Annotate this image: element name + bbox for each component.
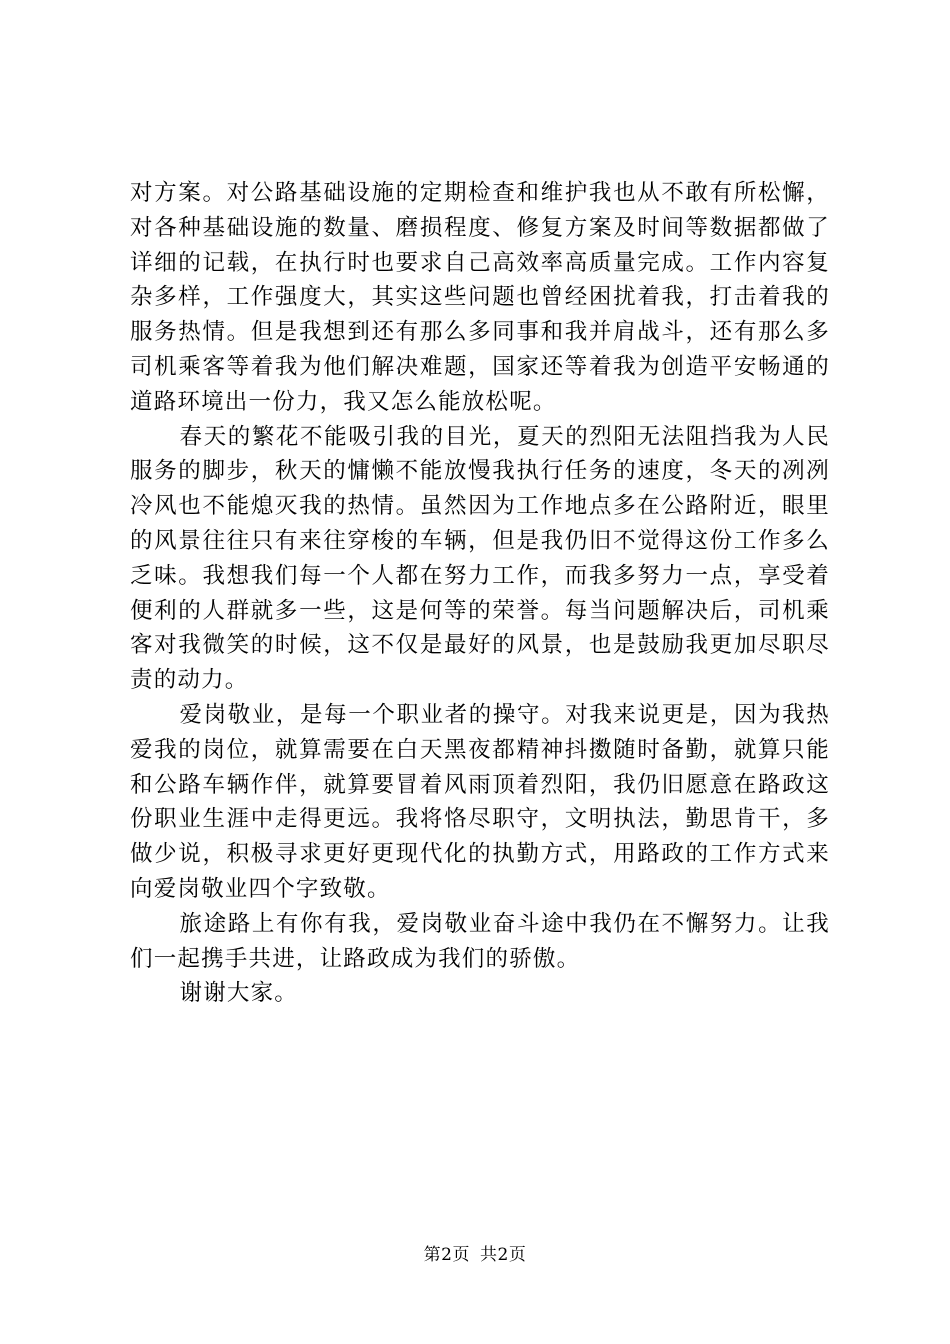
paragraph-3: 爱岗敬业，是每一个职业者的操守。对我来说更是，因为我热爱我的岗位，就算需要在白天黑夜都精神抖擞随时备勤，就算只能和公路车辆作伴，就算要冒着风雨顶着烈阳，我仍旧愿意在路政这份职业生涯中走得更远。我将恪尽职守，文明执法，勤思肯干，多做少说，积极寻求更好更现代化的执勤方式，用路政的工作方式来向爱岗敬业四个字致敬。: [130, 701, 830, 902]
page-number-current: 第2页: [423, 1245, 470, 1265]
paragraph-4: 旅途路上有你有我，爱岗敬业奋斗途中我仍在不懈努力。让我们一起携手共进，让路政成为我们的骄傲。: [130, 910, 830, 972]
paragraph-1: 对方案。对公路基础设施的定期检查和维护我也从不敢有所松懈，对各种基础设施的数量、磨损程度、修复方案及时间等数据都做了详细的记载，在执行时也要求自己高效率高质量完成。工作内容复杂多样，工作强度大，其实这些问题也曾经困扰着我，打击着我的服务热情。但是我想到还有那么多同事和我并肩战斗，还有那么多司机乘客等着我为他们解决难题，国家还等着我为创造平安畅通的道路环境出一份力，我又怎么能放松呢。: [130, 180, 830, 415]
page-footer: [0, 1244, 950, 1266]
paragraph-5: 谢谢大家。: [179, 980, 299, 1007]
document-body: [130, 176, 830, 1011]
page-number-total: 共2页: [480, 1245, 527, 1265]
paragraph-2: 春天的繁花不能吸引我的目光，夏天的烈阳无法阻挡我为人民服务的脚步，秋天的慵懒不能放慢我执行任务的速度，冬天的冽冽冷风也不能熄灭我的热情。虽然因为工作地点多在公路附近，眼里的风景往往只有来往穿梭的车辆，但是我仍旧不觉得这份工作多么乏味。我想我们每一个人都在努力工作，而我多努力一点，享受着便利的人群就多一些，这是何等的荣誉。每当问题解决后，司机乘客对我微笑的时候，这不仅是最好的风景，也是鼓励我更加尽职尽责的动力。: [130, 423, 830, 694]
